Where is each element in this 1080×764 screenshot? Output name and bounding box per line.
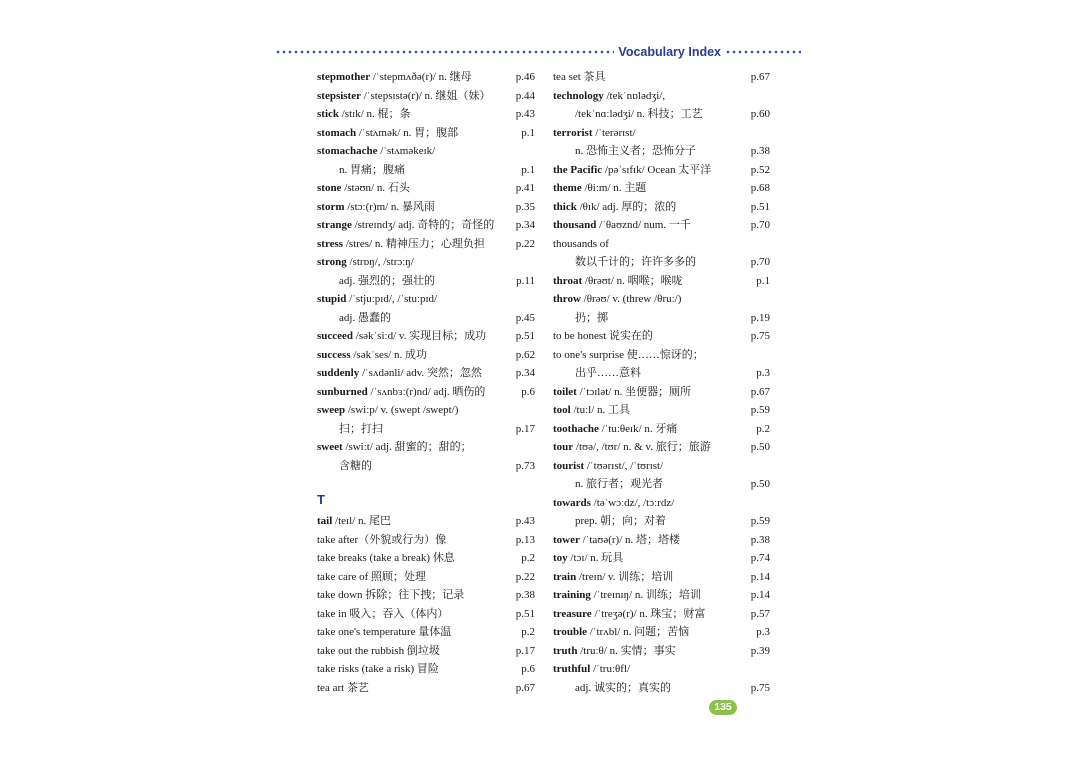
entry-page: p.51 — [750, 200, 770, 213]
index-entry — [553, 568, 770, 587]
entry-page: p.74 — [750, 552, 770, 564]
entry-page: p.43 — [515, 515, 535, 527]
entry-text: toy /tɔɪ/ n. 玩具 — [553, 552, 624, 564]
entry-text: treasure /ˈtreʒə(r)/ n. 珠宝；财富 — [553, 607, 706, 620]
entry-text: /tekˈnɑːlədʒi/ n. 科技；工艺 — [575, 108, 703, 120]
entry-text: stupid /ˈstjuːpɪd/, /ˈstuːpɪd/ — [317, 293, 438, 305]
entry-page: p.75 — [750, 681, 770, 694]
entry-text: stepmother /ˈstepmʌðə(r)/ n. 继母 — [317, 71, 472, 83]
index-entry — [553, 457, 770, 476]
entry-page: p.6 — [521, 663, 535, 675]
entry-page: p.14 — [750, 589, 770, 601]
page-number-badge: 135 — [709, 700, 737, 715]
entry-text: the Pacific /pəˈsɪfɪk/ Ocean 太平洋 — [553, 163, 712, 176]
index-entry — [553, 105, 770, 124]
index-entry — [553, 475, 770, 494]
entry-text: truth /truːθ/ n. 实情；事实 — [553, 644, 676, 657]
index-entry — [553, 512, 770, 531]
entry-text: succeed /səkˈsiːd/ v. 实现目标；成功 — [317, 330, 487, 342]
entry-page: p.73 — [515, 459, 535, 472]
index-entry — [553, 198, 770, 217]
index-entry — [317, 383, 535, 402]
index-entry — [553, 531, 770, 550]
entry-text: train /treɪn/ v. 训练；培训 — [553, 570, 674, 583]
index-entry — [317, 124, 535, 143]
entry-text: n. 胃痛；腹痛 — [339, 163, 405, 176]
entry-page: p.3 — [756, 626, 770, 638]
entry-page: p.62 — [515, 348, 535, 361]
entry-page: p.50 — [750, 478, 770, 490]
entry-text: toilet /ˈtɔɪlət/ n. 坐便器；厕所 — [553, 385, 692, 398]
entry-page: p.34 — [515, 219, 535, 231]
entry-text: sweet /swiːt/ adj. 甜蜜的；甜的； — [317, 441, 472, 453]
index-entry — [317, 198, 535, 217]
index-entry — [553, 216, 770, 235]
index-entry — [317, 179, 535, 198]
index-entry — [317, 679, 535, 698]
entry-page: p.59 — [750, 404, 770, 416]
index-entry — [317, 272, 535, 291]
index-entry — [317, 87, 535, 106]
index-entry — [553, 679, 770, 698]
index-entry — [553, 605, 770, 624]
entry-page: p.38 — [515, 589, 535, 601]
index-entry — [553, 327, 770, 346]
entry-page: p.17 — [515, 644, 535, 657]
entry-page: p.67 — [750, 71, 770, 83]
index-entry — [553, 586, 770, 605]
entry-page: p.51 — [515, 607, 535, 620]
index-entry — [553, 290, 770, 309]
entry-page: p.67 — [750, 385, 770, 398]
entry-page: p.17 — [515, 422, 535, 435]
entry-text: strange /streɪndʒ/ adj. 奇特的；奇怪的 — [317, 219, 495, 231]
entry-text: take care of 照顾；处理 — [317, 570, 427, 583]
entry-page: p.46 — [515, 71, 535, 83]
entry-text: take breaks (take a break) 休息 — [317, 552, 455, 564]
entry-page: p.2 — [521, 552, 535, 564]
entry-text: tower /ˈtaʊə(r)/ n. 塔；塔楼 — [553, 533, 680, 546]
entry-text: stepsister /ˈstepsɪstə(r)/ n. 继姐（妹） — [317, 89, 491, 102]
entry-text: adj. 诚实的；真实的 — [575, 681, 671, 694]
entry-text: adj. 愚蠢的 — [339, 311, 391, 324]
entry-text: tail /teɪl/ n. 尾巴 — [317, 515, 391, 527]
entry-text: truthful /ˈtruːθfl/ — [553, 663, 631, 675]
entry-text: thick /θɪk/ adj. 厚的；浓的 — [553, 200, 677, 213]
entry-text: suddenly /ˈsʌdənli/ adv. 突然；忽然 — [317, 367, 482, 379]
entry-page: p.13 — [515, 533, 535, 546]
entry-page: p.1 — [521, 126, 535, 139]
entry-page: p.52 — [750, 163, 770, 176]
entry-page: p.39 — [750, 644, 770, 657]
entry-text: training /ˈtreɪnɪŋ/ n. 训练；培训 — [553, 589, 701, 601]
index-entry — [553, 235, 770, 254]
index-entry — [317, 327, 535, 346]
entry-page: p.3 — [756, 367, 770, 379]
index-entry — [317, 290, 535, 309]
entry-page: p.35 — [515, 200, 535, 213]
entry-text: take after（外貌或行为）像 — [317, 533, 447, 546]
index-entry — [317, 531, 535, 550]
entry-page: p.1 — [756, 274, 770, 287]
entry-text: take down 拆除；往下拽；记录 — [317, 589, 465, 601]
entry-text: thousand /ˈθaʊznd/ num. 一千 — [553, 219, 691, 231]
entry-text: theme /θiːm/ n. 主题 — [553, 182, 647, 194]
index-entry — [317, 438, 535, 457]
entry-text: stress /stres/ n. 精神压力；心理负担 — [317, 237, 485, 250]
entry-text: take risks (take a risk) 冒险 — [317, 663, 439, 675]
index-entry — [317, 161, 535, 180]
dotted-rule-left — [275, 50, 614, 54]
entry-page: p.14 — [750, 570, 770, 583]
entry-text: 数以千计的；许许多多的 — [575, 256, 696, 268]
entry-text: throat /θrəʊt/ n. 咽喉；喉咙 — [553, 274, 683, 287]
entry-text: take out the rubbish 倒垃圾 — [317, 644, 440, 657]
index-entry — [553, 161, 770, 180]
index-entry — [317, 216, 535, 235]
index-entry — [317, 605, 535, 624]
entry-text: strong /strɒŋ/, /strɔːŋ/ — [317, 256, 414, 268]
index-entry — [553, 253, 770, 272]
entry-text: throw /θrəʊ/ v. (threw /θruː/) — [553, 293, 682, 305]
index-entry — [553, 549, 770, 568]
section-letter: T — [317, 492, 325, 507]
entry-text: take one's temperature 量体温 — [317, 626, 452, 638]
entry-text: to be honest 说实在的 — [553, 330, 653, 342]
entry-page: p.70 — [750, 256, 770, 268]
index-entry — [553, 494, 770, 513]
index-entry — [553, 420, 770, 439]
entry-text: tourist /ˈtʊərɪst/, /ˈtʊrɪst/ — [553, 459, 664, 472]
index-entry — [317, 642, 535, 661]
entry-page: p.67 — [515, 681, 535, 694]
index-entry — [317, 346, 535, 365]
entry-text: stomach /ˈstʌmək/ n. 胃；腹部 — [317, 126, 459, 139]
index-entry — [553, 142, 770, 161]
index-entry — [553, 68, 770, 87]
index-entry — [317, 401, 535, 420]
index-entry — [317, 457, 535, 476]
entry-page: p.41 — [515, 182, 535, 194]
entry-page: p.34 — [515, 367, 535, 379]
index-entry — [317, 142, 535, 161]
entry-page: p.38 — [750, 533, 770, 546]
entry-text: 出乎……意料 — [575, 367, 641, 379]
entry-page: p.38 — [750, 145, 770, 157]
entry-page: p.19 — [750, 311, 770, 324]
index-entry — [317, 586, 535, 605]
entry-text: n. 旅行者；观光者 — [575, 478, 663, 490]
page-title: Vocabulary Index — [618, 45, 721, 59]
entry-text: stick /stɪk/ n. 棍；条 — [317, 108, 411, 120]
entry-text: toothache /ˈtuːθeɪk/ n. 牙痛 — [553, 422, 678, 435]
entry-page: p.11 — [516, 274, 535, 287]
index-entry — [553, 642, 770, 661]
index-entry — [317, 660, 535, 679]
index-entry — [317, 568, 535, 587]
entry-text: success /səkˈses/ n. 成功 — [317, 348, 427, 361]
entry-text: tea art 茶艺 — [317, 681, 369, 694]
entry-page: p.59 — [750, 515, 770, 527]
index-entry — [553, 124, 770, 143]
entry-page: p.44 — [515, 89, 535, 102]
entry-page: p.2 — [521, 626, 535, 638]
index-entry — [317, 309, 535, 328]
entry-text: stomachache /ˈstʌməkeɪk/ — [317, 145, 436, 157]
entry-text: prep. 朝；向；对着 — [575, 515, 667, 527]
index-entry — [317, 235, 535, 254]
entry-page: p.70 — [750, 219, 770, 231]
entry-text: trouble /ˈtrʌbl/ n. 问题；苦恼 — [553, 626, 690, 638]
index-entry — [317, 105, 535, 124]
dotted-rule-right — [725, 50, 801, 54]
entry-text: tool /tuːl/ n. 工具 — [553, 404, 631, 416]
page-header — [275, 44, 801, 60]
index-entry — [317, 512, 535, 531]
index-entry — [317, 420, 535, 439]
entry-text: sunburned /ˈsʌnbɜː(r)nd/ adj. 晒伤的 — [317, 385, 486, 398]
index-entry — [553, 438, 770, 457]
entry-text: thousands of — [553, 237, 609, 250]
entry-text: terrorist /ˈterərɪst/ — [553, 126, 636, 139]
entry-page: p.1 — [521, 163, 535, 176]
index-entry — [553, 87, 770, 106]
entry-text: 扫；打扫 — [339, 422, 383, 435]
index-entry — [317, 68, 535, 87]
index-entry — [553, 272, 770, 291]
entry-page: p.6 — [521, 385, 535, 398]
index-entry — [553, 401, 770, 420]
entry-page: p.22 — [515, 237, 535, 250]
index-entry — [553, 346, 770, 365]
index-entry — [553, 623, 770, 642]
entry-page: p.68 — [750, 182, 770, 194]
index-entry — [553, 309, 770, 328]
entry-text: technology /tekˈnɒlədʒi/, — [553, 89, 666, 102]
entry-page: p.50 — [750, 441, 770, 453]
entry-text: adj. 强烈的；强壮的 — [339, 274, 435, 287]
entry-page: p.51 — [515, 330, 535, 342]
right-column — [553, 68, 770, 697]
entry-text: 含糖的 — [339, 459, 372, 472]
entry-page: p.2 — [756, 422, 770, 435]
index-entry — [317, 253, 535, 272]
entry-page: p.22 — [515, 570, 535, 583]
entry-page: p.60 — [750, 108, 770, 120]
entry-page: p.43 — [515, 108, 535, 120]
entry-text: towards /təˈwɔːdz/, /tɔːrdz/ — [553, 496, 675, 509]
index-entry — [317, 623, 535, 642]
entry-page: p.45 — [515, 311, 535, 324]
entry-page: p.57 — [750, 607, 770, 620]
left-column — [317, 68, 535, 697]
entry-text: tour /tʊə/, /tʊr/ n. & v. 旅行；旅游 — [553, 441, 711, 453]
entry-text: sweep /swiːp/ v. (swept /swept/) — [317, 404, 459, 416]
index-entry — [553, 364, 770, 383]
entry-text: tea set 茶具 — [553, 71, 606, 83]
index-entry — [317, 364, 535, 383]
entry-text: n. 恐怖主义者；恐怖分子 — [575, 145, 696, 157]
entry-text: take in 吸入；吞入（体内） — [317, 607, 449, 620]
entry-text: to one's surprise 使……惊讶的； — [553, 348, 704, 361]
index-entry — [317, 549, 535, 568]
entry-text: stone /stəʊn/ n. 石头 — [317, 182, 410, 194]
entry-text: storm /stɔː(r)m/ n. 暴风雨 — [317, 200, 435, 213]
index-entry — [553, 179, 770, 198]
index-entry — [553, 383, 770, 402]
index-entry — [553, 660, 770, 679]
entry-text: 扔；掷 — [575, 311, 608, 324]
entry-page: p.75 — [750, 330, 770, 342]
